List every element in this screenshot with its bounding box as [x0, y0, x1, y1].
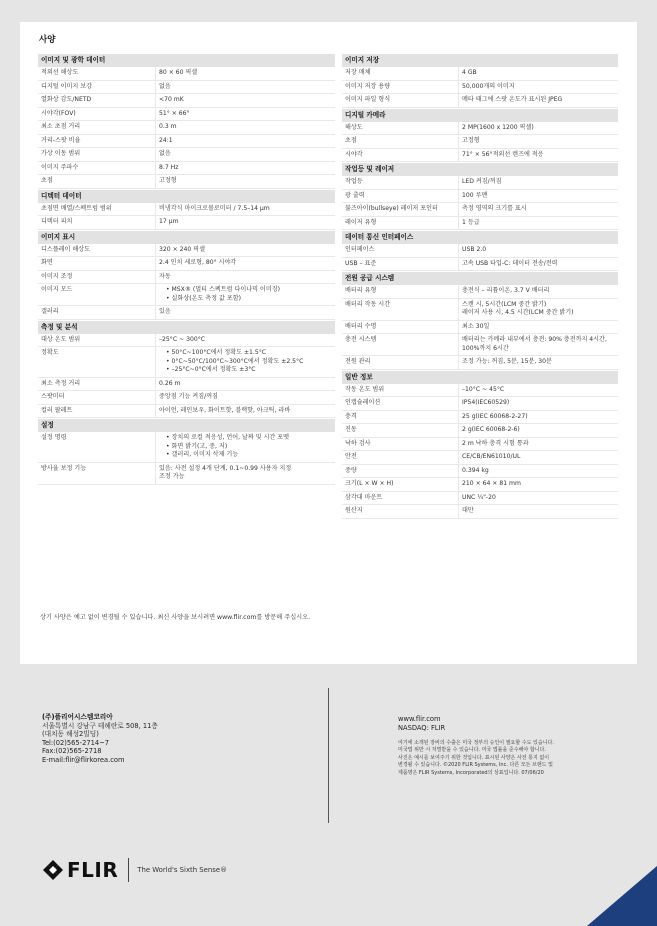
spec-row: [342, 438, 618, 452]
spec-value-line: 8.7 Hz: [159, 163, 179, 171]
spec-value: [458, 122, 618, 135]
spec-value: [458, 438, 618, 451]
spec-label: 인터페이스: [345, 246, 375, 253]
spec-row: [342, 122, 618, 136]
spec-row: [342, 244, 618, 258]
right-spec-column: [342, 53, 618, 519]
spec-row: [38, 271, 335, 285]
spec-row: [38, 378, 335, 392]
section-header: 이미지 저장: [342, 54, 618, 67]
legal-line: 여기에 소개된 장비의 수출은 미국 정부의 승인이 필요할 수도 있습니다.: [398, 740, 554, 746]
spec-label: 광 출력: [345, 191, 365, 199]
spec-value: [458, 217, 618, 230]
spec-row: [38, 203, 335, 217]
spec-label: 적외선 해상도: [41, 69, 79, 76]
spec-label: 디스플레이 해상도: [41, 245, 91, 253]
spec-label: 삼각대 마운트: [345, 493, 383, 501]
spec-label: 이미지 조정: [41, 272, 73, 280]
company-name: (주)플리어시스템코리아: [42, 713, 113, 721]
spec-sheet-page: [20, 22, 637, 664]
spec-value-line: –25°C ~ 300°C: [159, 335, 206, 343]
left-spec-column: [38, 53, 335, 485]
corner-accent: [587, 866, 657, 926]
spec-label: 초점: [345, 137, 357, 144]
spec-row: [342, 492, 618, 506]
spec-value-line: 최소 30일: [462, 322, 490, 330]
spec-label: 시야각: [345, 150, 363, 158]
spec-value: [458, 451, 618, 464]
spec-label: 저장 매체: [345, 69, 371, 76]
spec-bullet: • –25°C~0°C에서 정확도 ±3°C: [173, 366, 332, 375]
spec-label: 디지털 이미지 보강: [41, 82, 92, 90]
spec-value: [458, 149, 618, 162]
spec-value-line: 고정형: [462, 137, 480, 144]
spec-row: [342, 356, 618, 370]
spec-row: [342, 81, 618, 95]
logo-separator: [128, 858, 129, 882]
spec-row: [342, 94, 618, 108]
spec-value-line: 있음: 사전 설정 4개 단계, 0.1~0.99 사용자 지정: [159, 464, 292, 472]
spec-row: [342, 149, 618, 163]
spec-value-line: 80 × 60 픽셀: [159, 69, 198, 76]
spec-value: [155, 347, 335, 377]
spec-value-line: IP54(IEC60529): [462, 399, 510, 406]
spec-value-line: 210 × 64 × 81 mm: [462, 480, 521, 487]
spec-label: 디텍터 피치: [41, 218, 73, 225]
spec-row: [38, 284, 335, 306]
spec-value: [458, 94, 618, 107]
spec-bullet: • 갤러리, 이미지 삭제 기능: [173, 451, 332, 460]
spec-value-line: 24:1: [159, 136, 173, 144]
spec-value: [458, 384, 618, 397]
spec-value-line: 없음: [159, 82, 171, 90]
section-header: 측정 및 분석: [38, 321, 335, 334]
spec-label: 전원 관리: [345, 358, 371, 365]
spec-value: [458, 397, 618, 410]
spec-value: [155, 203, 335, 216]
spec-label: 원산지: [345, 507, 363, 514]
spec-label: 컬러 팔레트: [41, 406, 73, 414]
legal-line: 제품명은 FLIR Systems, Incorporated의 상표입니다. 07/06/20: [398, 769, 544, 776]
flir-logo: [42, 858, 227, 882]
spec-label: 충전 시스템: [345, 336, 377, 343]
spec-value: [458, 492, 618, 505]
spec-value: [458, 244, 618, 257]
spec-label: 중량: [345, 466, 357, 474]
section-header: 이미지 및 광학 데이터: [38, 54, 335, 67]
spec-value-line: 고정형: [159, 177, 177, 184]
company-address: [42, 713, 158, 765]
spec-row: [342, 424, 618, 438]
spec-value: [155, 175, 335, 188]
spec-value-line: 고속 USB 타입-C: 데이터 전송/전력: [462, 259, 558, 267]
spec-label: 이미지 저장 용량: [345, 82, 391, 90]
spec-row: [342, 451, 618, 465]
spec-value-line: 0.3 m: [159, 123, 177, 130]
spec-label: 배터리 작동 시간: [345, 300, 391, 308]
footer-divider: [328, 688, 329, 823]
spec-label: 배터리 수명: [345, 322, 377, 330]
spec-label: 화면: [41, 259, 53, 266]
spec-value: [155, 306, 335, 319]
spec-row: [342, 190, 618, 204]
spec-value-line: CE/CB/EN61010/UL: [462, 453, 521, 460]
spec-label: 대상 온도 범위: [41, 335, 81, 343]
spec-value: [458, 356, 618, 369]
spec-value: [155, 463, 335, 484]
spec-value: [458, 190, 618, 203]
spec-value: [155, 121, 335, 134]
spec-row: [342, 397, 618, 411]
spec-row: [38, 148, 335, 162]
spec-row: [342, 478, 618, 492]
spec-value-line: 17 µm: [159, 218, 179, 225]
legal-line: 미국법 위반 시 처벌받을 수 있습니다. 미국 법률을 준수해야 합니다.: [398, 747, 546, 754]
spec-value-line: 조정 가능: [159, 473, 185, 480]
spec-value-line: 있음: [159, 308, 171, 315]
spec-label: 정확도: [41, 349, 59, 356]
spec-row: [342, 465, 618, 479]
spec-value: [155, 432, 335, 462]
flir-logo-mark-icon: [42, 859, 64, 881]
spec-value-line: 측정 영역의 크기를 표시: [462, 205, 527, 212]
spec-label: 크기(L × W × H): [345, 480, 394, 487]
spec-value: [458, 505, 618, 518]
flir-logo-text: FLIR: [67, 858, 119, 882]
spec-row: [342, 384, 618, 398]
spec-row: [342, 203, 618, 217]
spec-label: 거리-스팟 비율: [41, 136, 81, 144]
spec-value: [155, 391, 335, 404]
spec-value: [458, 203, 618, 216]
spec-label: 초점면 배열/스펙트럼 범위: [41, 204, 112, 212]
section-header: 작업등 및 레이저: [342, 163, 618, 176]
spec-value: [458, 176, 618, 189]
spec-value: [155, 108, 335, 121]
spec-value: [458, 258, 618, 271]
spec-value-line: 비냉각식 마이크로볼로미터 / 7.5–14 µm: [159, 204, 270, 212]
spec-row: [38, 108, 335, 122]
section-header: 디지털 카메라: [342, 109, 618, 122]
spec-label: 안전: [345, 453, 357, 460]
spec-value-line: 51° × 66°: [159, 109, 190, 117]
spec-row: [342, 299, 618, 321]
spec-row: [38, 162, 335, 176]
spec-value: [155, 271, 335, 284]
spec-value-line: 1 등급: [462, 218, 480, 226]
website-link[interactable]: www.flir.com: [398, 715, 441, 723]
spec-row: [38, 391, 335, 405]
spec-value: [458, 411, 618, 424]
spec-value-line: 대만: [462, 507, 474, 514]
spec-label: 스팟미터: [41, 393, 65, 400]
spec-value: [458, 334, 618, 355]
spec-value-line: 2 g(IEC 60068-2-6): [462, 426, 520, 433]
fax-number: Fax:(02)565-2718: [42, 747, 102, 756]
address-line: 서울특별시 강남구 테헤란로 508, 11층: [42, 721, 158, 730]
spec-change-notice: 상기 사양은 예고 없이 변경될 수 있습니다. 최신 사양을 보시려면 www.flir.com를 방문해 주십시오.: [40, 614, 311, 621]
spec-row: [38, 121, 335, 135]
legal-line: 변경될 수 있습니다. ©2020 FLIR Systems, Inc. 다른 모든 브랜드 및: [398, 762, 553, 769]
spec-label: 인캡슐레이션: [345, 399, 381, 406]
spec-value-line: 71° × 56°적외선 렌즈에 적응: [462, 150, 544, 158]
spec-value: [458, 67, 618, 80]
spec-row: [342, 321, 618, 335]
brand-tagline: The World's Sixth Sense®: [137, 866, 228, 874]
spec-value: [155, 405, 335, 418]
spec-value: [155, 94, 335, 107]
spec-label: 시야각(FOV): [41, 109, 76, 117]
spec-value-line: 중앙점 기능 켜짐/꺼짐: [159, 393, 218, 400]
spec-value: [155, 244, 335, 257]
spec-row: [342, 285, 618, 299]
spec-value-line: 없음: [159, 150, 171, 157]
spec-row: [342, 217, 618, 231]
spec-label: 작업등: [345, 178, 363, 185]
spec-value-line: USB 2.0: [462, 246, 487, 253]
phone-number: Tel:(02)565-2714~7: [42, 738, 109, 747]
spec-row: [38, 67, 335, 81]
spec-row: [38, 81, 335, 95]
spec-row: [342, 334, 618, 356]
spec-label: 진동: [345, 426, 357, 433]
spec-label: 레이저 유형: [345, 218, 377, 226]
spec-value: [155, 334, 335, 347]
spec-bullet: • 0°C~50°C/100°C~300°C에서 정확도 ±2.5°C: [173, 358, 332, 367]
spec-value: [155, 378, 335, 391]
spec-bullet: • 장치의 로컬 적응성, 언어, 날짜 및 시간 포맷: [173, 434, 332, 443]
section-header: 디텍터 데이터: [38, 190, 335, 203]
spec-value: [458, 285, 618, 298]
legal-disclaimer: [398, 740, 598, 777]
spec-value: [155, 148, 335, 161]
spec-value-line: 2 m 낙하 충격 시험 통과: [462, 439, 529, 447]
spec-bullet: • 50°C~100°C에서 정확도 ±1.5°C: [173, 349, 332, 358]
spec-value-line: 4 GB: [462, 69, 477, 76]
spec-row: [38, 405, 335, 419]
spec-value: [155, 216, 335, 229]
spec-label: 불즈아이(bullseye) 레이저 포인터: [345, 205, 438, 212]
spec-value: [458, 135, 618, 148]
spec-label: USB – 표준: [345, 259, 377, 267]
spec-row: [342, 411, 618, 425]
spec-row: [342, 135, 618, 149]
spec-label: 이미지 모드: [41, 286, 73, 293]
spec-label: 작동 온도 범위: [345, 385, 385, 393]
spec-bullet: • 화면 밝기(고, 중, 저): [173, 443, 332, 452]
company-web-info: [398, 715, 445, 732]
spec-value: [458, 321, 618, 334]
spec-value-line: 50,000개의 이미지: [462, 82, 515, 90]
spec-row: [38, 463, 335, 485]
spec-row: [38, 334, 335, 348]
spec-row: [38, 244, 335, 258]
spec-value-line: UNC ¼"-20: [462, 493, 496, 501]
spec-row: [38, 347, 335, 378]
spec-value-line: 100 루멘: [462, 191, 488, 199]
spec-label: 낙하 검사: [345, 439, 371, 447]
spec-value-line: LED 켜짐/꺼짐: [462, 178, 502, 185]
spec-value-line: 320 × 240 픽셀: [159, 245, 205, 253]
spec-value-line: 레이저 사용 시, 4.5 시간(LCM 중간 밝기): [462, 309, 574, 316]
spec-value: [458, 81, 618, 94]
spec-value-line: 아이언, 레인보우, 화이트핫, 블랙핫, 아크틱, 라바: [159, 406, 291, 414]
page-title: 사양: [39, 35, 56, 45]
spec-row: [38, 257, 335, 271]
spec-label: 열화상 감도/NETD: [41, 96, 92, 103]
section-header: 일반 정보: [342, 371, 618, 384]
spec-row: [342, 258, 618, 272]
spec-value: [155, 67, 335, 80]
spec-row: [38, 175, 335, 189]
legal-line: 사진은 예시를 보여주기 위한 것입니다. 표시된 사양은 사전 통지 없이: [398, 754, 550, 761]
spec-row: [38, 94, 335, 108]
spec-value-line: 배터리는 카메라 내부에서 충전: 90% 충전까지 4시간,: [462, 336, 607, 343]
spec-value: [155, 135, 335, 148]
spec-value-line: 충전식 – 리튬이온, 3.7 V 배터리: [462, 287, 550, 294]
spec-label: 방사율 보정 기능: [41, 464, 87, 472]
spec-value-line: 자동: [159, 272, 171, 280]
spec-value-line: 2.4 인치 세로형, 80° 시야각: [159, 259, 237, 266]
spec-label: 초점: [41, 177, 53, 184]
spec-row: [38, 216, 335, 230]
spec-label: 충격: [345, 412, 357, 420]
spec-label: 갤러리: [41, 308, 59, 315]
spec-value-line: –10°C ~ 45°C: [462, 385, 505, 393]
spec-row: [38, 135, 335, 149]
nasdaq-ticker: NASDAQ: FLIR: [398, 723, 446, 732]
spec-value: [458, 478, 618, 491]
spec-value-line: 2 MP(1600 x 1200 픽셀): [462, 123, 534, 131]
email-address: E-mail:flir@flirkorea.com: [42, 755, 125, 764]
spec-value-line: 스캔 시, 5시간(LCM 중간 밝기): [462, 300, 547, 308]
spec-row: [38, 432, 335, 463]
spec-value-line: 0.26 m: [159, 379, 181, 387]
spec-label: 이미지 파일 형식: [345, 96, 391, 103]
spec-value: [458, 424, 618, 437]
spec-value-line: 100%까지 6시간: [462, 344, 509, 352]
section-header: 전원 공급 시스템: [342, 272, 618, 285]
spec-value: [458, 465, 618, 478]
spec-label: 배터리 유형: [345, 287, 377, 294]
spec-bullet: • MSX® (멀티 스펙트럼 다이나믹 이미징): [173, 286, 332, 295]
spec-value-line: 25 g(IEC 60068-2-27): [462, 412, 528, 420]
spec-label: 설정 명령: [41, 434, 67, 441]
spec-value: [155, 162, 335, 175]
spec-row: [38, 306, 335, 320]
spec-value-line: 메타 태그에 스팟 온도가 표시된 JPEG: [462, 96, 563, 103]
spec-bullet: • 실화상(온도 측정 값 포함): [173, 295, 332, 304]
address-line: (대치동 해성2빌딩): [42, 730, 99, 739]
spec-label: 해상도: [345, 123, 363, 131]
spec-row: [342, 505, 618, 519]
spec-value-line: 조정 가능: 꺼짐, 5분, 15분, 30분: [462, 358, 552, 365]
section-header: 이미지 표시: [38, 231, 335, 244]
section-header: 설정: [38, 419, 335, 432]
spec-value: [155, 284, 335, 305]
spec-label: 가상 이동 범위: [41, 150, 81, 157]
spec-label: 최소 초점 거리: [41, 123, 81, 130]
spec-value: [155, 81, 335, 94]
spec-value: [155, 257, 335, 270]
spec-row: [342, 67, 618, 81]
spec-value-line: <70 mK: [159, 96, 184, 103]
section-header: 데이터 통신 인터페이스: [342, 231, 618, 244]
spec-row: [342, 176, 618, 190]
spec-label: 이미지 주파수: [41, 163, 79, 171]
spec-label: 최소 측정 거리: [41, 379, 81, 387]
spec-value-line: 0.394 kg: [462, 466, 489, 474]
spec-value: [458, 299, 618, 320]
